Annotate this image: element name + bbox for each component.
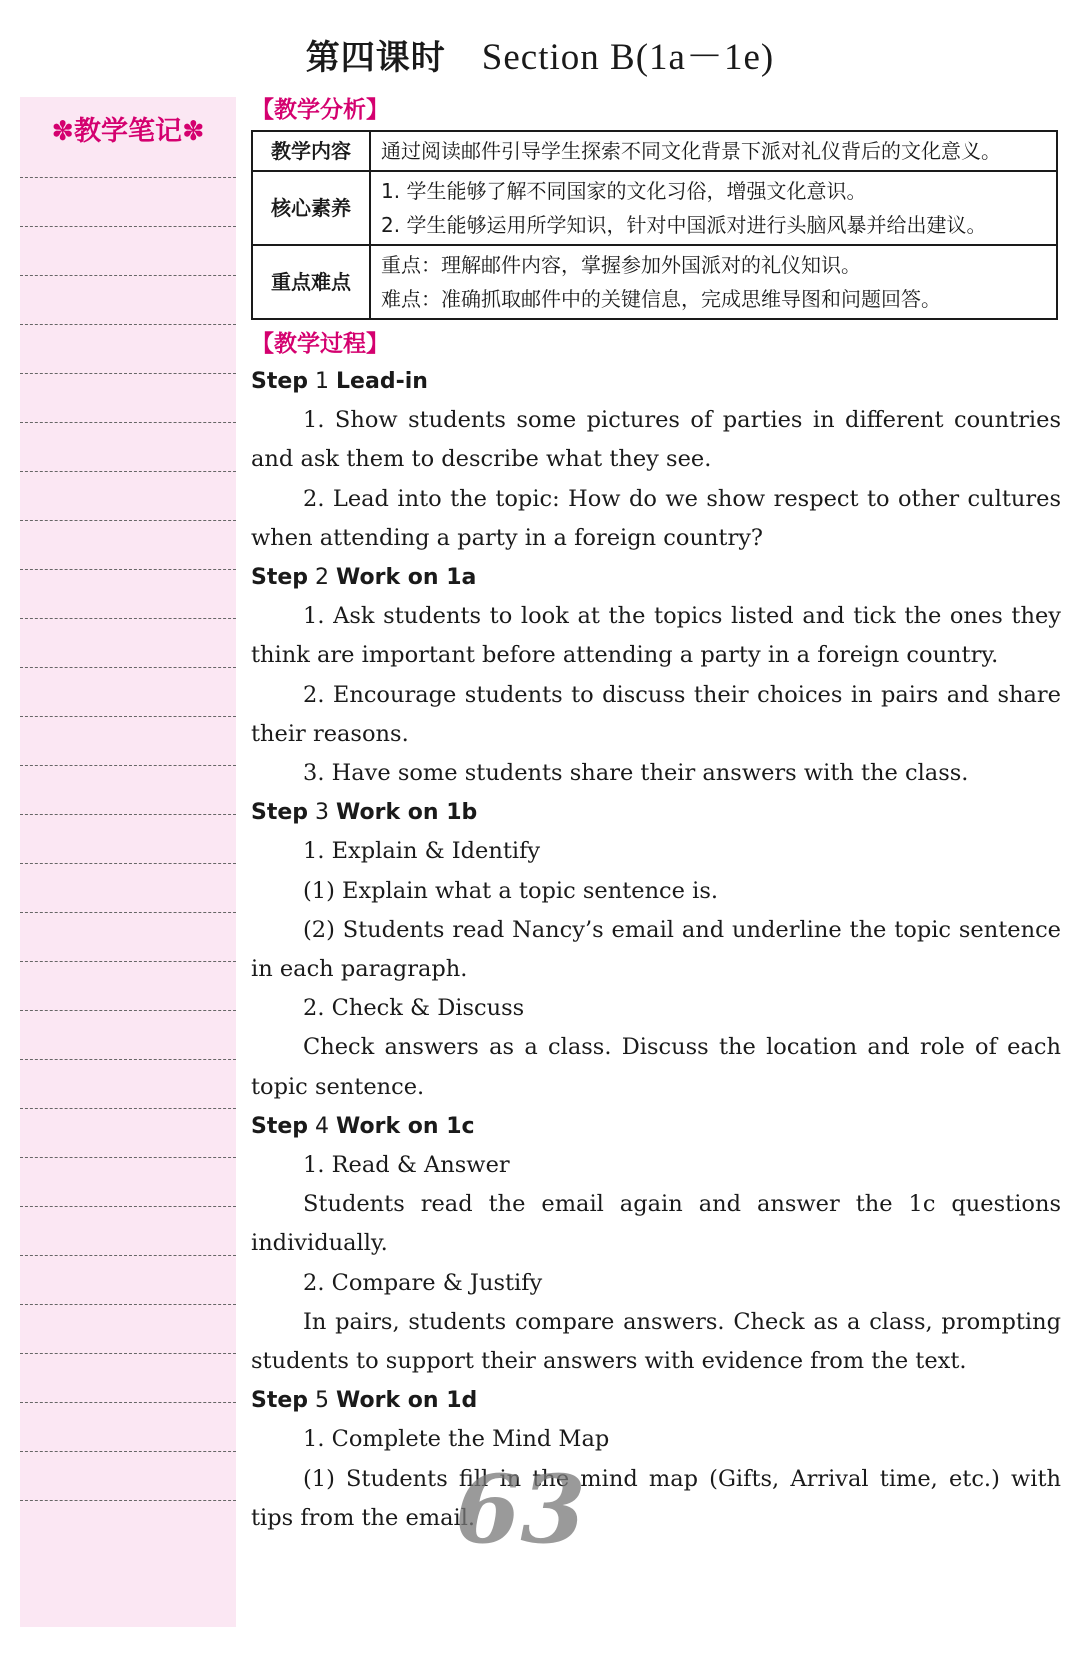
note-line (20, 961, 236, 962)
note-line (20, 1255, 236, 1256)
note-line (20, 471, 236, 472)
note-line (20, 520, 236, 521)
note-line (20, 324, 236, 325)
note-line (20, 1500, 236, 1501)
step-item: (2) Students read Nancy’s email and underline the topic sentence in each paragraph. (251, 916, 1061, 983)
step-item: 2. Check & Discuss (303, 995, 525, 1022)
teaching-analysis-table (251, 130, 1058, 320)
note-line (20, 1451, 236, 1452)
page-number: 63 (455, 1455, 586, 1565)
note-line (20, 1010, 236, 1011)
teaching-process-heading: 【教学过程】 (251, 331, 389, 357)
step-item: 1. Explain & Identify (303, 838, 541, 865)
note-line (20, 569, 236, 570)
row-label: 教学内容 (252, 131, 370, 171)
row-text: 2. 学生能够运用所学知识，针对中国派对进行头脑风暴并给出建议。 (381, 213, 987, 237)
step-item: Check answers as a class. Discuss the location and role of each topic sentence. (251, 1034, 1061, 1100)
page-title (0, 26, 1080, 80)
teaching-analysis-heading: 【教学分析】 (251, 97, 389, 123)
step-item: 2. Lead into the topic: How do we show respect to other cultures when attending a party in a foreign country? (251, 485, 1061, 551)
step-item: 3. Have some students share their answers with the class. (303, 760, 969, 787)
row-label: 重点难点 (252, 245, 370, 319)
table-row (252, 245, 1057, 319)
step-item: 1. Show students some pictures of parties in different countries and ask them to describe what they see. (251, 407, 1061, 473)
step-heading: Step 1 Lead-in (251, 369, 428, 394)
row-content (370, 131, 1057, 171)
step-item: 1. Complete the Mind Map (303, 1426, 610, 1453)
step-item: Students read the email again and answer the 1c questions individually. (251, 1191, 1061, 1257)
note-line (20, 912, 236, 913)
note-line (20, 226, 236, 227)
note-line (20, 1304, 236, 1305)
lesson-label: 第四课时 (305, 38, 446, 78)
note-line (20, 422, 236, 423)
note-line (20, 667, 236, 668)
step-heading: Step 5 Work on 1d (251, 1388, 478, 1414)
note-line (20, 863, 236, 864)
teaching-notes-title: ✽教学笔记✽ (51, 116, 205, 147)
step-item: 1. Ask students to look at the topics listed and tick the ones they think are important before attending a party in a foreign country. (251, 603, 1061, 669)
row-text: 重点：理解邮件内容，掌握参加外国派对的礼仪知识。 (381, 253, 861, 277)
note-line (20, 1059, 236, 1060)
note-line (20, 1353, 236, 1354)
step-item: (1) Students fill in the mind map (Gifts, Arrival time, etc.) with tips from the email. (251, 1465, 1061, 1531)
step-item: 1. Read & Answer (303, 1152, 510, 1179)
step-item: 2. Compare & Justify (303, 1269, 543, 1296)
note-line (20, 814, 236, 815)
note-line (20, 765, 236, 766)
row-text: 1. 学生能够了解不同国家的文化习俗，增强文化意识。 (381, 179, 867, 203)
row-text: 通过阅读邮件引导学生探索不同文化背景下派对礼仪背后的文化意义。 (381, 139, 1001, 163)
note-line (20, 1108, 236, 1109)
table-row (252, 171, 1057, 245)
row-content (370, 171, 1057, 245)
row-label: 核心素养 (252, 171, 370, 245)
step-item: (1) Explain what a topic sentence is. (303, 877, 719, 904)
table-row (252, 131, 1057, 171)
note-line (20, 1206, 236, 1207)
row-content (370, 245, 1057, 319)
section-label: Section B(1a－1e) (481, 37, 775, 78)
note-line (20, 373, 236, 374)
teaching-notes-sidebar (20, 97, 236, 1627)
row-text: 难点：准确抓取邮件中的关键信息，完成思维导图和问题回答。 (381, 287, 941, 311)
note-line (20, 618, 236, 619)
step-item: In pairs, students compare answers. Check as a class, prompting students to support their answers with evidence from the text. (251, 1308, 1061, 1375)
step-item: 2. Encourage students to discuss their choices in pairs and share their reasons. (251, 681, 1061, 747)
note-line (20, 1402, 236, 1403)
step-heading: Step 3 Work on 1b (251, 800, 478, 826)
main-content (251, 92, 1061, 1538)
note-line (20, 275, 236, 276)
step-heading: Step 4 Work on 1c (251, 1113, 475, 1139)
step-heading: Step 2 Work on 1a (251, 565, 477, 591)
note-line (20, 716, 236, 717)
note-line (20, 177, 236, 178)
note-line (20, 1157, 236, 1158)
